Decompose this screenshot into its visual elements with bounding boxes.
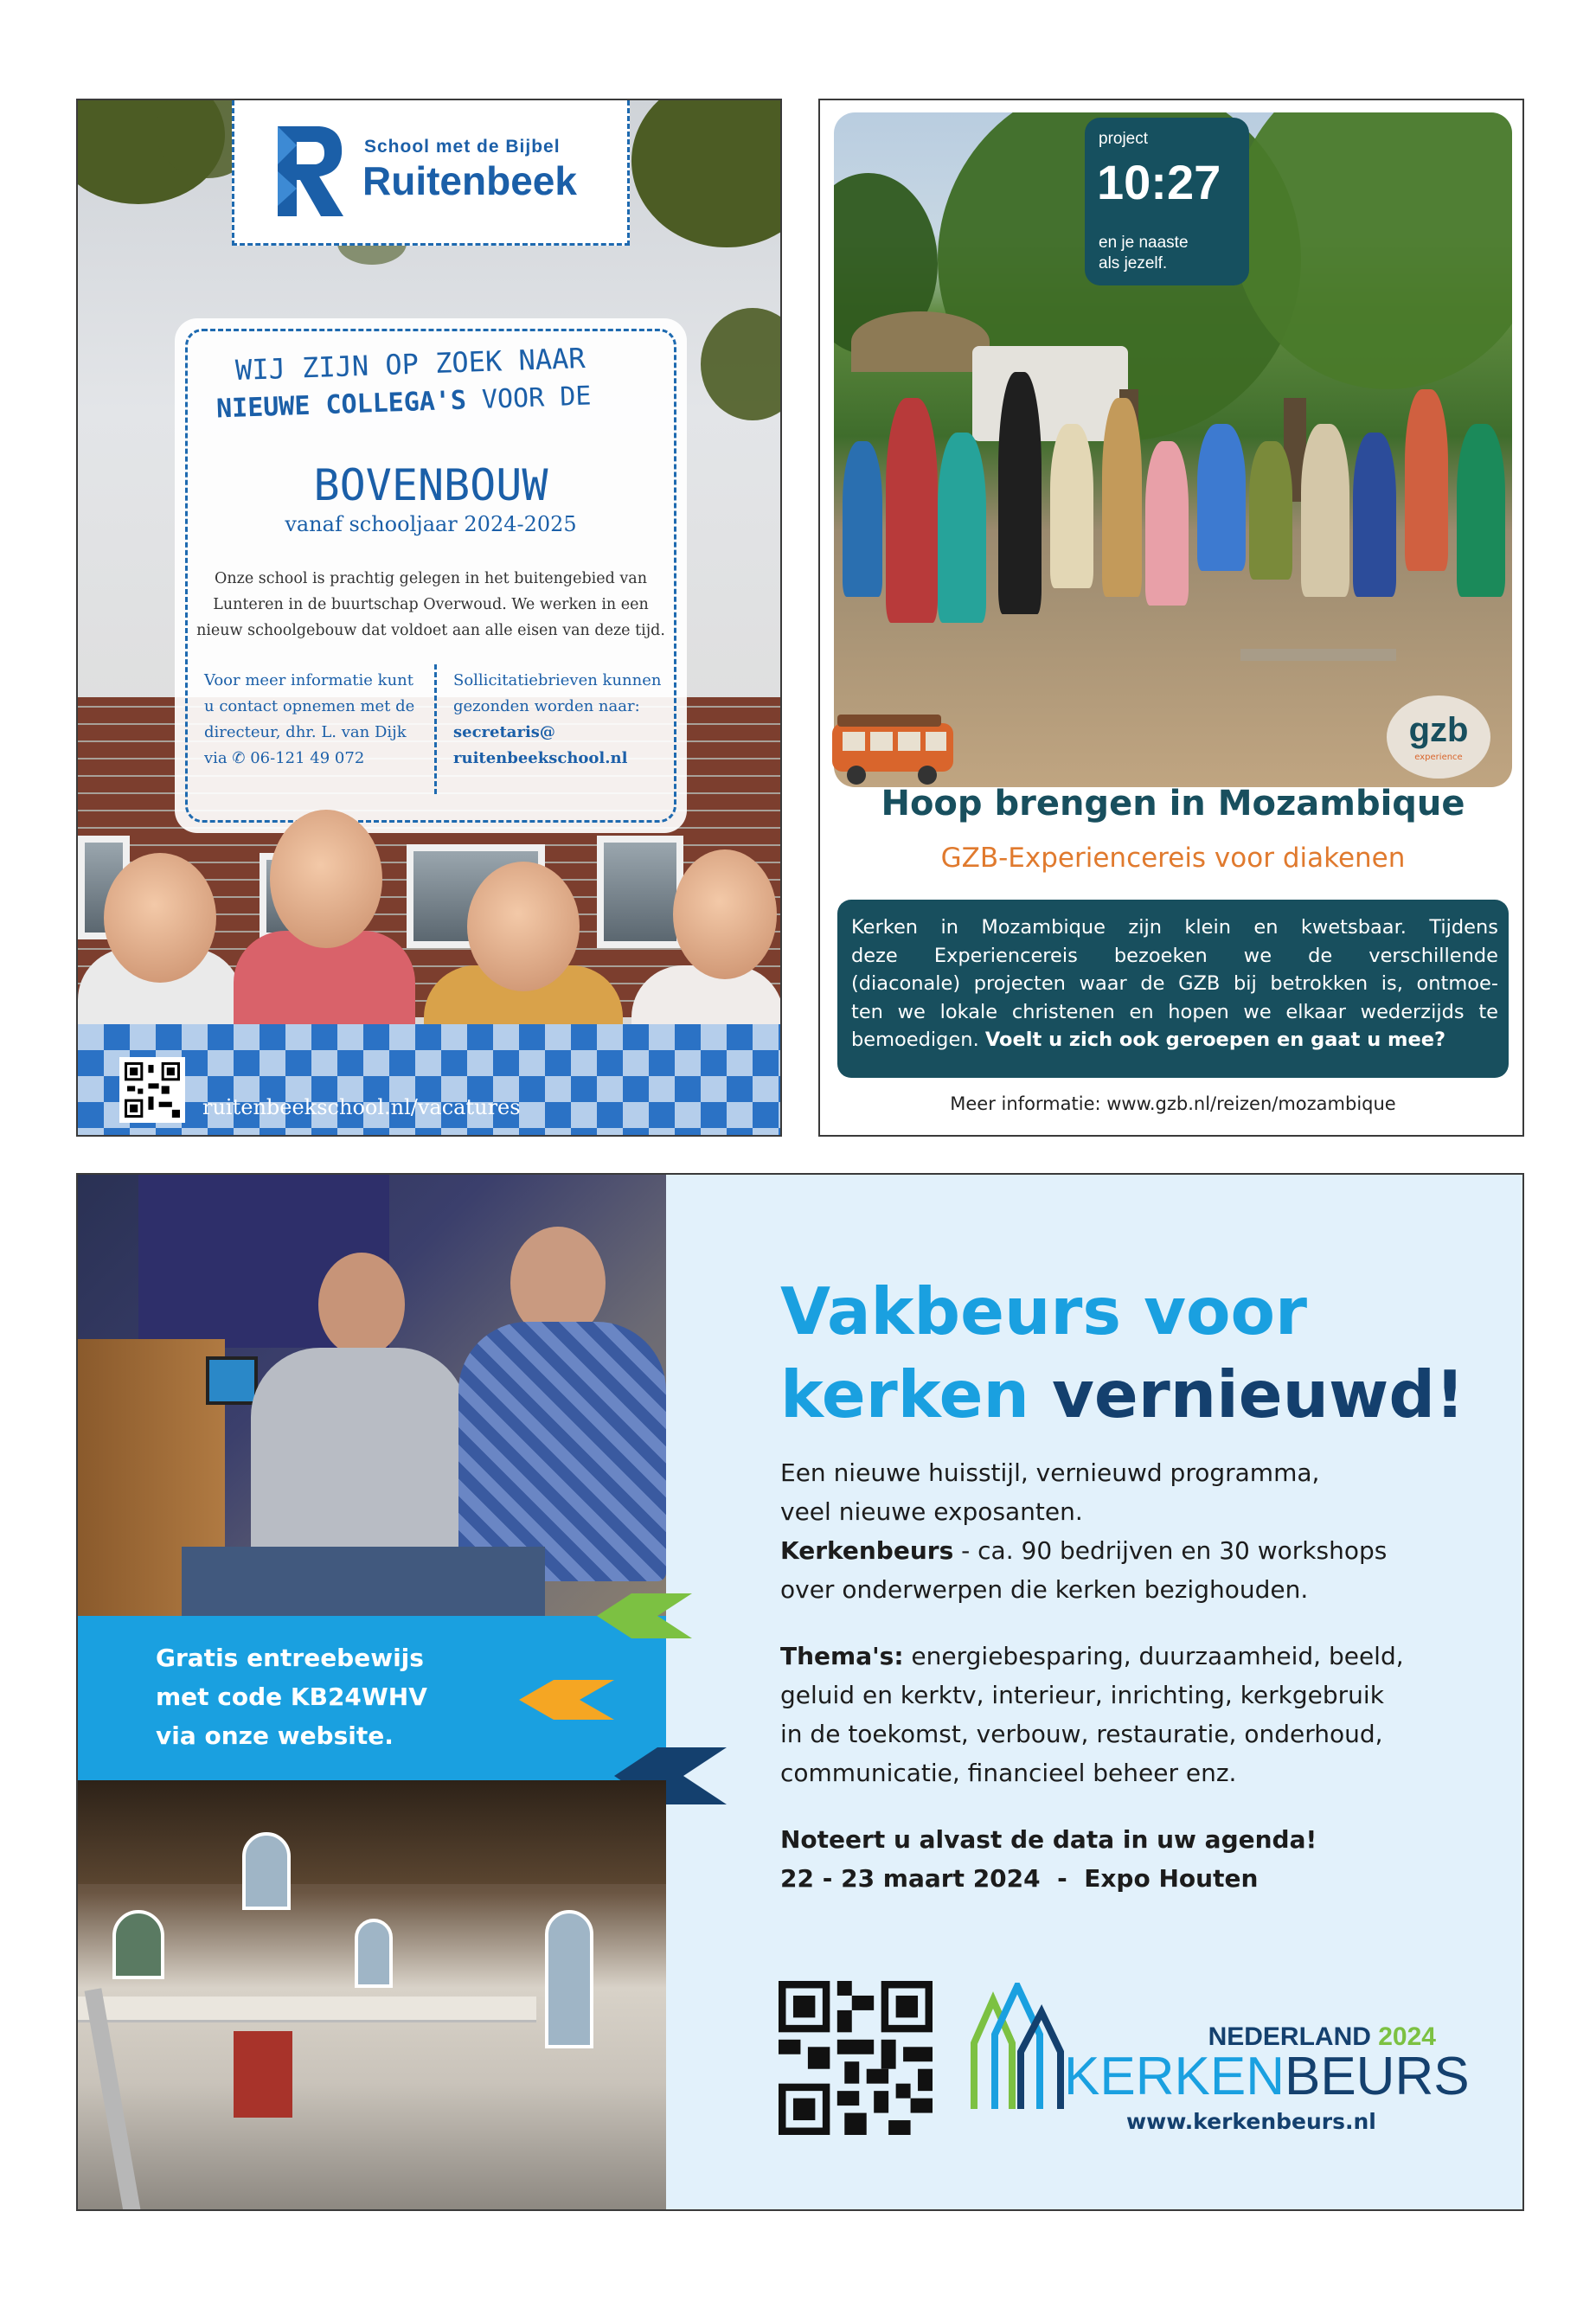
headline-rest: VOOR DE: [465, 381, 592, 416]
person-figure: [886, 398, 938, 623]
project-reference: 10:27: [1097, 155, 1221, 209]
white-truck: [972, 346, 1128, 441]
phone-prefix: via: [204, 749, 228, 767]
description-line: ten we lokale christenen en hopen we elkaar wederzijds te: [851, 1000, 1498, 1023]
promo-line: Gratis entreebewijs: [156, 1644, 424, 1672]
gzb-subheadline: GZB-Experiencereis voor diakenen: [940, 843, 1406, 874]
apply-line: Sollicitatiebrieven kunnen: [453, 671, 662, 689]
arched-window: [242, 1832, 291, 1910]
description-last-line: [851, 1026, 1498, 1054]
exhibition-photo: [78, 1175, 666, 1616]
contact-info: [204, 668, 429, 772]
headline-bold: NIEUWE COLLEGA'S: [215, 385, 467, 425]
title-line1: Vakbeurs voor: [780, 1273, 1308, 1349]
tree-foliage: [701, 308, 782, 420]
gzb-logo-text: gzb: [1408, 711, 1469, 749]
gzb-description: [837, 900, 1509, 1078]
headline-line1: WIJ ZIJN OP ZOEK NAAR: [234, 341, 586, 388]
person-figure: [938, 433, 986, 623]
phone-number: 06-121 49 072: [250, 749, 365, 767]
intro-line: Onze school is prachtig gelegen in het buitengebied van: [214, 570, 647, 587]
bench: [1240, 649, 1396, 661]
tree-foliage: [631, 99, 782, 247]
arched-window: [355, 1919, 393, 1988]
contact-line: Voor meer informatie kunt: [204, 671, 413, 689]
body-line: veel nieuwe exposanten.: [780, 1497, 1083, 1526]
project-label: project: [1099, 130, 1149, 148]
project-label-box: [1085, 118, 1249, 285]
promo-text: [156, 1638, 519, 1755]
logo-country: NEDERLAND: [1208, 2022, 1371, 2051]
call-to-action: Voelt u zich ook geroepen en gaat u mee?: [984, 1029, 1446, 1051]
project-quote-line2: als jezelf.: [1099, 254, 1168, 272]
title-word-vernieuwd: vernieuwd!: [1029, 1356, 1465, 1433]
tablet: [206, 1356, 258, 1405]
intro-line: Lunteren in de buurtschap Overwoud. We werken in een: [213, 596, 649, 613]
hut-roof: [851, 311, 990, 372]
jeans: [182, 1547, 545, 1616]
project-quote-line1: en je naaste: [1099, 234, 1189, 252]
contact-line: u contact opnemen met de: [204, 697, 415, 715]
person-figure: [1301, 424, 1349, 597]
arched-window: [545, 1910, 593, 2048]
bus-icon: [825, 706, 960, 789]
body-line: in de toekomst, verbouw, restauratie, onderhoud,: [780, 1720, 1383, 1748]
logo-word-beurs: BEURS: [1284, 2047, 1470, 2106]
person-figure: [1353, 433, 1396, 597]
department-title: BOVENBOUW: [313, 460, 548, 510]
person-shirt: [458, 1322, 666, 1581]
agenda-line: Noteert u alvast de data in uw agenda!: [780, 1825, 1317, 1854]
person-figure: [1405, 389, 1448, 571]
child-face: [467, 862, 580, 991]
logo-name: Ruitenbeek: [362, 158, 577, 203]
gzb-logo: [1387, 695, 1490, 779]
title-word-kerken: kerken: [780, 1356, 1029, 1433]
promo-code: met code KB24WHV: [156, 1682, 427, 1711]
qr-code-icon[interactable]: [779, 1981, 933, 2135]
body-line: geluid en kerktv, interieur, inrichting, kerkgebruik: [780, 1681, 1384, 1709]
body-line: [780, 1637, 1455, 1676]
period: vanaf schooljaar 2024-2025: [285, 512, 577, 536]
body-line: [780, 1531, 1455, 1570]
logo-subtitle: School met de Bijbel: [364, 137, 561, 157]
person-figure: [843, 441, 882, 597]
person-figure: [1249, 441, 1292, 580]
person-figure: [1050, 424, 1093, 588]
apply-email: secretaris@: [453, 723, 555, 741]
description-line: deze Experiencereis bezoeken we de verschillende: [851, 944, 1498, 967]
orange-chevron-icon: [519, 1678, 614, 1721]
logo-wordmark: [1064, 2047, 1470, 2107]
body-line: over onderwerpen die kerken bezighouden.: [780, 1575, 1309, 1604]
intro-line: nieuw schoolgebouw dat voldoet aan alle eisen van deze tijd.: [196, 622, 665, 639]
more-info-link[interactable]: Meer informatie: www.gzb.nl/reizen/mozambique: [950, 1093, 1396, 1114]
gzb-logo-subtext: experience: [1414, 753, 1463, 762]
ceiling: [78, 1780, 666, 1884]
promo-line: via onze website.: [156, 1721, 394, 1750]
themes-label: Thema's:: [780, 1642, 904, 1670]
description-line: Kerken in Mozambique zijn klein en kwetsbaar. Tijdens: [851, 916, 1498, 939]
contact-phone-row: [204, 746, 429, 772]
gzb-ad: [818, 99, 1524, 1137]
apply-email: ruitenbeekschool.nl: [453, 749, 628, 767]
column-divider: [434, 664, 437, 794]
ruitenbeek-r-icon: [269, 119, 349, 221]
church-interior-photo: [78, 1780, 666, 2211]
kerkenbeurs-url[interactable]: www.kerkenbeurs.nl: [1126, 2109, 1376, 2134]
qr-code-icon[interactable]: [119, 1057, 185, 1123]
church-spires-icon: [969, 1983, 1064, 2112]
body-line: Een nieuwe huisstijl, vernieuwd programma,: [780, 1458, 1320, 1487]
event-dates: 22 - 23 maart 2024 - Expo Houten: [780, 1864, 1259, 1893]
kerkenbeurs-logo: [969, 1979, 1470, 2135]
apply-info: [453, 668, 678, 772]
school-logo: [232, 100, 630, 246]
logo-word-kerken: KERKEN: [1064, 2047, 1285, 2106]
vacancies-url[interactable]: ruitenbeekschool.nl/vacatures: [202, 1095, 521, 1119]
person-head: [318, 1253, 405, 1356]
child-face: [673, 849, 777, 979]
title-line2: [780, 1353, 1465, 1436]
red-door: [234, 2031, 292, 2118]
phone-icon: ✆: [232, 749, 246, 767]
vacancy-card: [175, 318, 687, 833]
kerkenbeurs-ad: [76, 1173, 1524, 2211]
body-text: energiebesparing, duurzaamheid, beeld,: [903, 1642, 1404, 1670]
green-chevron-icon: [597, 1590, 692, 1642]
body-text: - ca. 90 bedrijven en 30 workshops: [953, 1536, 1388, 1565]
kerkenbeurs-label: Kerkenbeurs: [780, 1536, 954, 1565]
description-line: (diaconale) projecten waar de GZB bij betrokken is, ontmoe-: [851, 972, 1498, 995]
child-face: [270, 810, 382, 948]
description-text: bemoedigen.: [851, 1029, 985, 1051]
body-line: communicatie, financieel beheer enz.: [780, 1759, 1237, 1787]
person-figure: [998, 372, 1042, 614]
balcony: [78, 1997, 536, 2022]
intro-text: [175, 566, 687, 644]
kerkenbeurs-title: [780, 1270, 1465, 1436]
person-figure: [1102, 398, 1142, 597]
person-figure: [1457, 424, 1505, 597]
contact-line: directeur, dhr. L. van Dijk: [204, 723, 407, 741]
ruitenbeek-ad: [76, 99, 782, 1137]
apply-line: gezonden worden naar:: [453, 697, 640, 715]
arched-window: [112, 1910, 164, 1979]
person-figure: [1197, 424, 1246, 571]
person-figure: [1145, 441, 1189, 606]
building-window: [597, 836, 683, 948]
kerkenbeurs-body: [780, 1453, 1455, 1898]
child-face: [104, 853, 216, 983]
gzb-headline: Hoop brengen in Mozambique: [881, 784, 1465, 824]
logo-year: 2024: [1378, 2022, 1436, 2051]
person-shirt: [251, 1348, 467, 1555]
